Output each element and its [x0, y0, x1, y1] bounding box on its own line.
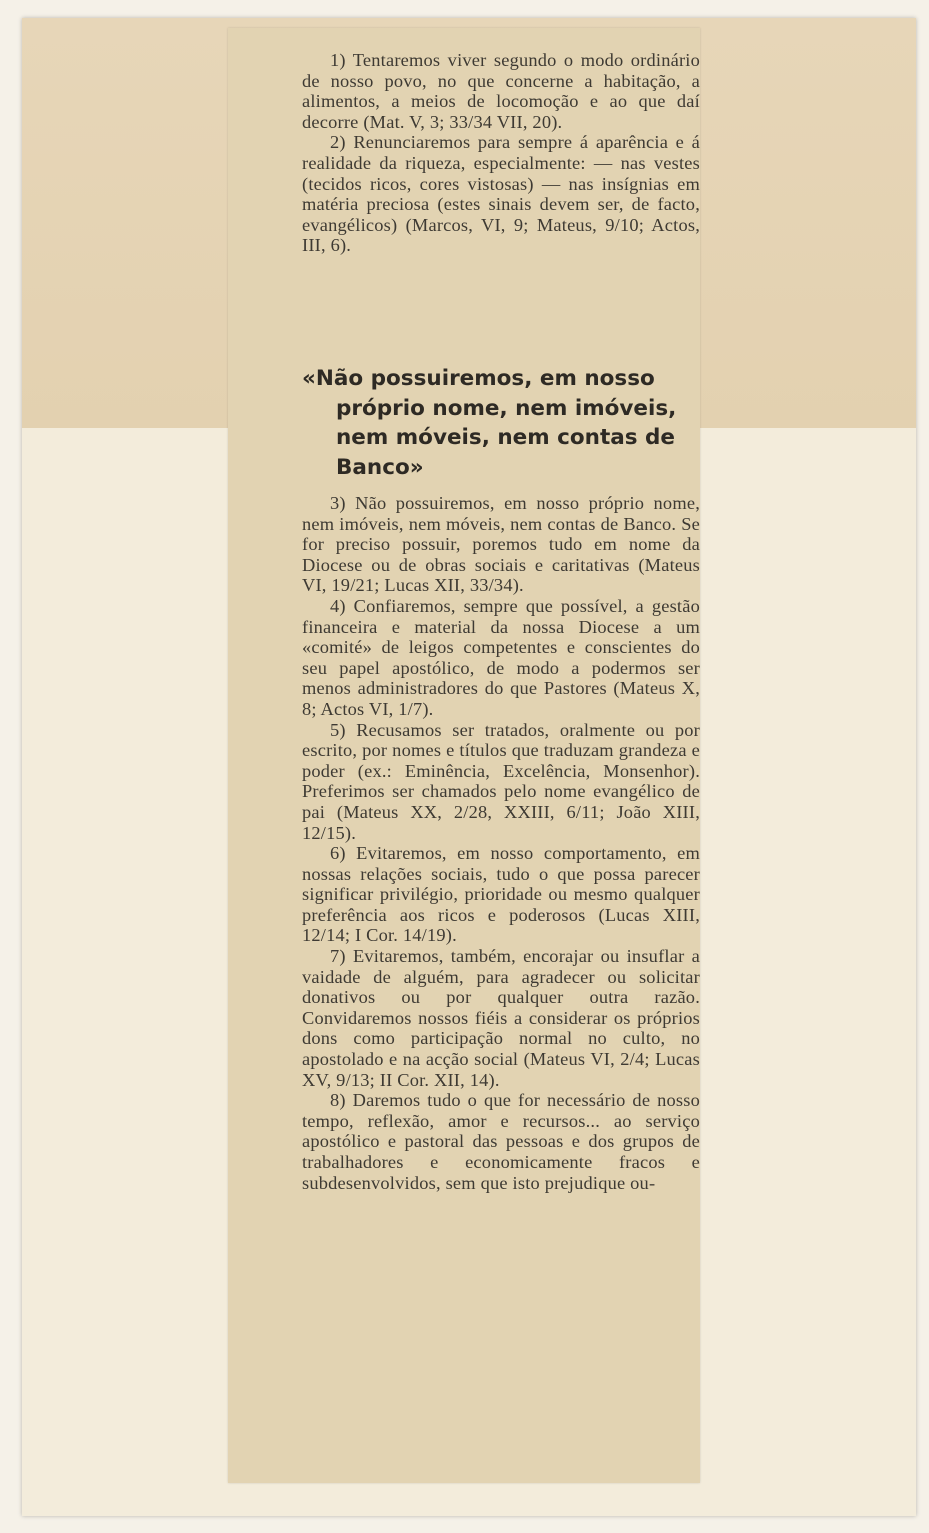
text-column-top [302, 50, 700, 256]
paragraph-3: 3) Não possuiremos, em nosso próprio nome, nem imóveis, nem móveis, nem contas de Banco. Se for preciso possuir, poremos tudo em nome da Diocese ou de obras sociais e caritativas (Mateus VI, 19/21; Lucas XII, 33/34). [302, 493, 700, 596]
paragraph-8: 8) Daremos tudo o que for necessário de nosso tempo, reflexão, amor e recursos... ao serviço apostólico e pastoral das pessoas e dos grupos de trabalhadores e economicamente fracos e subdesenvolvidos, sem que isto prejudique ou- [302, 1090, 700, 1193]
text-column-bottom [302, 493, 700, 1193]
paragraph-2: 2) Renunciaremos para sempre á aparência e á realidade da riqueza, especialmente: — nas vestes (tecidos ricos, cores vistosas) — nas insígnias em matéria preciosa (estes sinais devem ser, de facto, evangélicos) (Marcos, VI, 9; Mateus, 9/10; Actos, III, 6). [302, 132, 700, 256]
paragraph-4: 4) Confiaremos, sempre que possível, a gestão financeira e material da nossa Diocese a um «comité» de leigos competentes e conscientes do seu papel apostólico, de modo a podermos ser menos administradores do que Pastores (Mateus X, 8; Actos VI, 1/7). [302, 595, 700, 719]
heading-line-1: «Não possuiremos, em nosso [302, 366, 655, 391]
paragraph-1: 1) Tentaremos viver segundo o modo ordinário de nosso povo, no que concerne a habitação, a alimentos, a meios de locomoção e ao que daí decorre (Mat. V, 3; 33/34 VII, 20). [302, 50, 700, 132]
paragraph-5: 5) Recusamos ser tratados, oralmente ou por escrito, por nomes e títulos que traduzam grandeza e poder (ex.: Eminência, Excelência, Monsenhor). Preferimos ser chamados pelo nome evangélico de pai (Mateus XX, 2/28, XXIII, 6/11; João XIII, 12/15). [302, 719, 700, 843]
heading-rest: próprio nome, nem imóveis, nem móveis, nem contas de Banco» [336, 395, 677, 480]
paragraph-6: 6) Evitaremos, em nosso comportamento, em nossas relações sociais, tudo o que possa parecer significar privilégio, prioridade ou mesmo qualquer preferência aos ricos e poderosos (Lucas XIII, 12/14; I Cor. 14/19). [302, 843, 700, 946]
section-heading [302, 364, 702, 482]
paragraph-7: 7) Evitaremos, também, encorajar ou insuflar a vaidade de alguém, para agradecer ou solicitar donativos ou por qualquer outra razão. Convidaremos nossos fiéis a considerar os próprios dons como participação normal no culto, no apostolado e na acção social (Mateus VI, 2/4; Lucas XV, 9/13; II Cor. XII, 14). [302, 946, 700, 1090]
